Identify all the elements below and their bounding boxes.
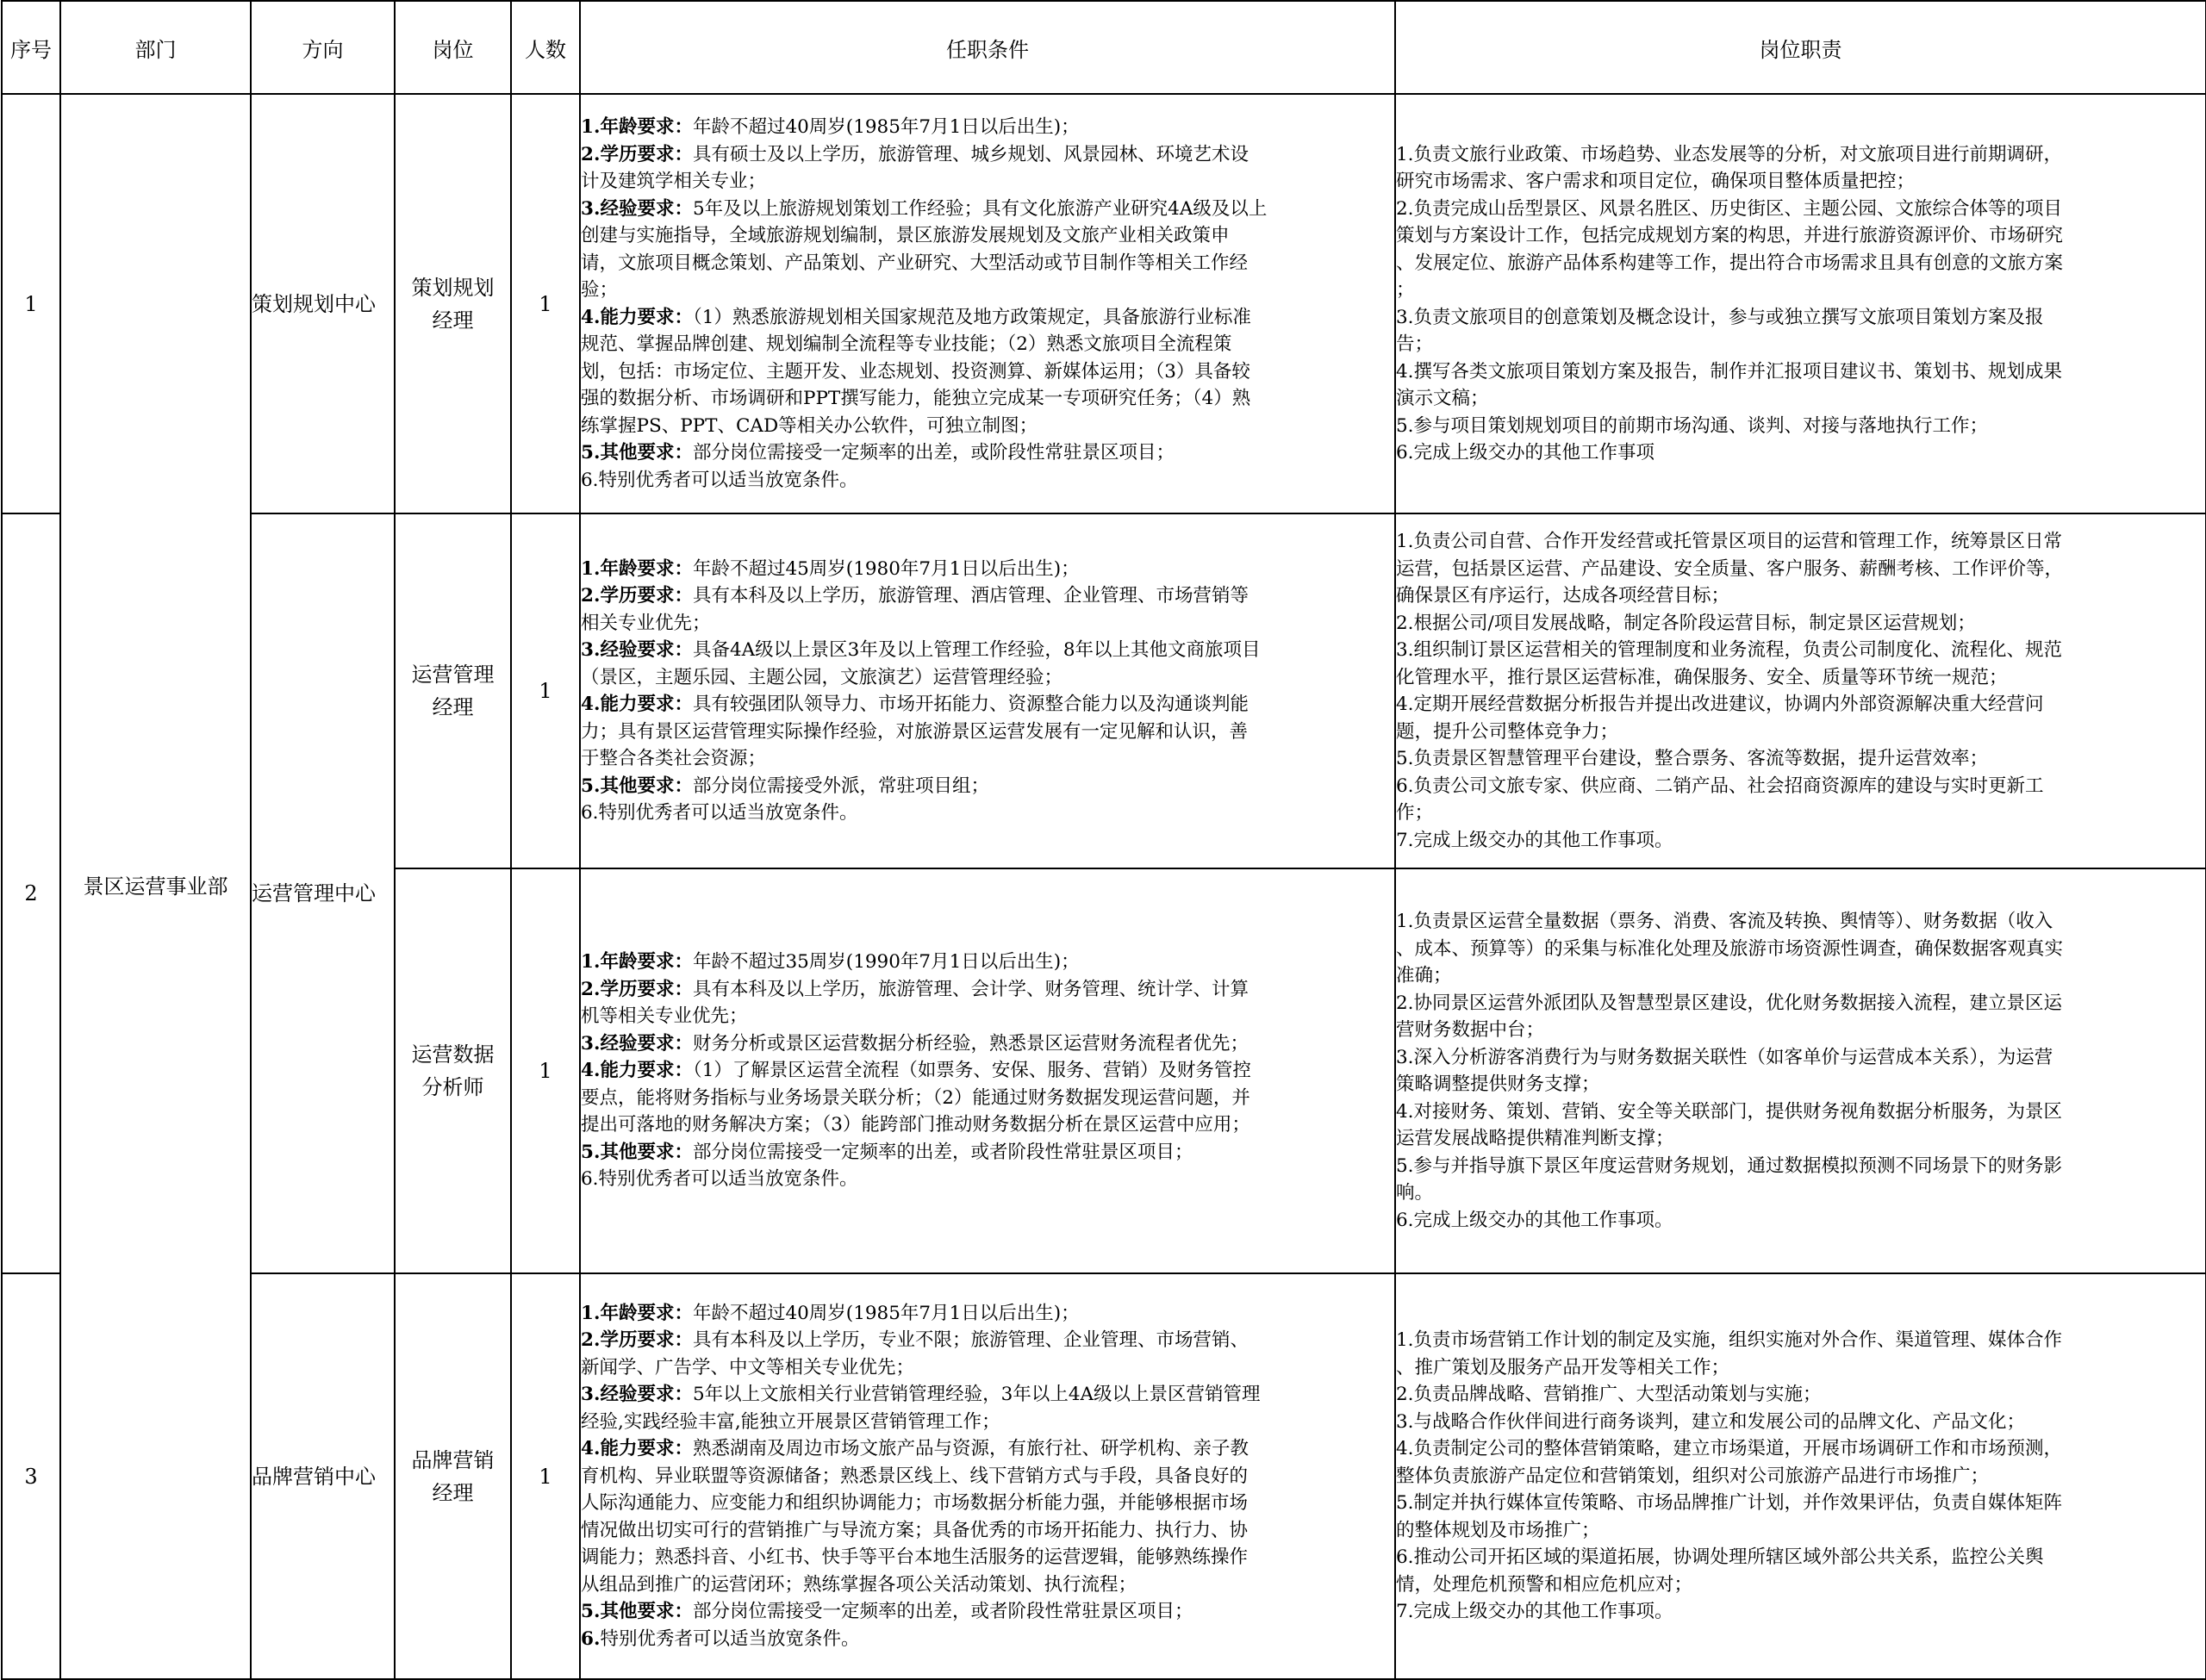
requirement-line bbox=[581, 610, 1394, 638]
requirement-label: 5.其他要求： bbox=[581, 1141, 693, 1163]
duty-line: 5.制定并执行媒体宣传策略、市场品牌推广计划，并作效果评估，负责自媒体矩阵 bbox=[1396, 1492, 2063, 1515]
requirement-line bbox=[581, 691, 1394, 719]
requirement-label: 2.学历要求： bbox=[581, 585, 693, 607]
table-row bbox=[2, 1273, 2206, 1679]
count-cell: 1 bbox=[511, 868, 580, 1273]
duty-line: 2.负责品牌战略、营销推广、大型活动策划与实施； bbox=[1396, 1384, 1822, 1406]
duty-line: 运营，包括景区运营、产品建设、安全质量、客户服务、薪酬考核、工作评价等， bbox=[1396, 557, 2064, 580]
duty-line: 3.负责文旅项目的创意策划及概念设计，参与或独立撰写文旅项目策划方案及报 bbox=[1396, 306, 2044, 328]
requirement-text: 年龄不超过35周岁(1990年7月1日以后出生)； bbox=[692, 951, 1080, 974]
duty-line: 、推广策划及服务产品开发等相关工作； bbox=[1396, 1356, 1730, 1378]
requirement-text: 年龄不超过40周岁(1985年7月1日以后出生)； bbox=[692, 116, 1080, 138]
requirement-line bbox=[581, 637, 1394, 664]
requirement-text: 新闻学、广告学、中文等相关专业优先； bbox=[581, 1356, 915, 1378]
duty-line: 整体负责旅游产品定位和营销策划，组织对公司旅游产品进行市场推广； bbox=[1396, 1465, 1990, 1487]
requirement-line bbox=[581, 582, 1394, 610]
requirements-cell bbox=[580, 868, 1395, 1273]
position-line: 经理 bbox=[432, 308, 474, 333]
requirement-label: 5.其他要求： bbox=[581, 775, 693, 797]
requirement-line bbox=[581, 250, 1394, 277]
requirement-text: 6.特别优秀者可以适当放宽条件。 bbox=[581, 469, 858, 491]
position-cell bbox=[395, 868, 511, 1273]
requirement-text: 部分岗位需接受一定频率的出差，或者阶段性常驻景区项目； bbox=[692, 1601, 1193, 1623]
duty-line: 2.协同景区运营外派团队及智慧型景区建设，优化财务数据接入流程，建立景区运 bbox=[1396, 992, 2063, 1014]
duty-line: 3.组织制订景区运营相关的管理制度和业务流程，负责公司制度化、流程化、规范 bbox=[1396, 639, 2063, 661]
table-row bbox=[2, 513, 2206, 868]
recruitment-table bbox=[1, 0, 2206, 1680]
requirement-label: 3.经验要求： bbox=[581, 639, 693, 661]
duty-line: 6.负责公司文旅专家、供应商、二销产品、社会招商资源库的建设与实时更新工 bbox=[1396, 775, 2044, 797]
seq-cell: 1 bbox=[2, 94, 60, 513]
table-row bbox=[2, 94, 2206, 513]
requirement-text: 5年以上文旅相关行业营销管理经验，3年以上4A级以上景区营销管理 bbox=[692, 1384, 1261, 1406]
count-cell: 1 bbox=[511, 94, 580, 513]
position-cell bbox=[395, 94, 511, 513]
duty-line: 、发展定位、旅游产品体系构建等工作，提出符合市场需求且具有创意的文旅方案 bbox=[1396, 252, 2064, 274]
requirement-label: 3.经验要求： bbox=[581, 197, 693, 220]
duty-line: 1.负责景区运营全量数据（票务、消费、客流及转换、舆情等）、财务数据（收入 bbox=[1396, 911, 2053, 932]
requirement-line bbox=[581, 304, 1394, 332]
requirement-text: 具有硕士及以上学历，旅游管理、城乡规划、风景园林、环境艺术设 bbox=[692, 143, 1249, 165]
position-line: 经理 bbox=[432, 1480, 474, 1505]
requirement-text: 于整合各类社会资源； bbox=[581, 748, 767, 769]
duty-line: 6.完成上级交办的其他工作事项 bbox=[1396, 442, 1655, 464]
requirement-line bbox=[581, 1327, 1394, 1354]
requirement-line bbox=[581, 1435, 1394, 1463]
requirement-line bbox=[581, 949, 1394, 976]
requirement-text: 要点，能将财务指标与业务场景关联分析；（2）能通过财务数据发现运营问题，并 bbox=[581, 1086, 1250, 1109]
duty-line: 7.完成上级交办的其他工作事项。 bbox=[1396, 829, 1673, 851]
duty-line: 1.负责市场营销工作计划的制定及实施，组织实施对外合作、渠道管理、媒体合作 bbox=[1396, 1329, 2063, 1352]
duty-line: 情，处理危机预警和相应危机应对； bbox=[1396, 1573, 1693, 1596]
requirement-line bbox=[581, 222, 1394, 250]
requirement-label: 5.其他要求： bbox=[581, 1601, 693, 1623]
header-count: 人数 bbox=[511, 1, 580, 94]
duty-line: 、成本、预算等）的采集与标准化处理及旅游市场资源性调查，确保数据客观真实 bbox=[1396, 937, 2064, 960]
requirement-text: 力；具有景区运营管理实际操作经验，对旅游景区运营发展有一定见解和认识，善 bbox=[581, 720, 1249, 743]
duty-line: 5.参与项目策划规划项目的前期市场沟通、谈判、对接与落地执行工作； bbox=[1396, 414, 1989, 437]
count-cell: 1 bbox=[511, 1273, 580, 1679]
requirement-text: 具有本科及以上学历，专业不限；旅游管理、企业管理、市场营销、 bbox=[692, 1329, 1249, 1352]
duty-line: 3.深入分析游客消费行为与财务数据关联性（如客单价与运营成本关系），为运营 bbox=[1396, 1046, 2053, 1068]
requirement-text: 从组品到推广的运营闭环；熟练掌握各项公关活动策划、执行流程； bbox=[581, 1573, 1137, 1596]
requirement-line bbox=[581, 168, 1394, 196]
seq-cell: 2 bbox=[2, 513, 60, 1273]
requirement-line bbox=[581, 1544, 1394, 1571]
requirement-text: 计及建筑学相关专业； bbox=[581, 171, 767, 192]
requirement-text: （1）了解景区运营全流程（如票务、安保、服务、营销）及财务管控 bbox=[692, 1060, 1251, 1082]
header-duties: 岗位职责 bbox=[1395, 1, 2206, 94]
requirement-text: 具有本科及以上学历，旅游管理、酒店管理、企业管理、市场营销等 bbox=[692, 585, 1249, 607]
requirement-line bbox=[581, 141, 1394, 169]
requirement-text: 经验,实践经验丰富,能独立开展景区营销管理工作； bbox=[581, 1410, 1000, 1433]
requirement-label: 1.年龄要求： bbox=[581, 1302, 693, 1324]
requirement-line bbox=[581, 556, 1394, 583]
requirement-line bbox=[581, 1463, 1394, 1490]
requirement-line bbox=[581, 745, 1394, 773]
duty-line: 策略调整提供财务支撑； bbox=[1396, 1073, 1600, 1095]
requirement-text: 提出可落地的财务解决方案；（3）能跨部门推动财务数据分析在景区运营中应用； bbox=[581, 1114, 1250, 1136]
duty-line: 演示文稿； bbox=[1396, 388, 1489, 409]
requirement-line bbox=[581, 1626, 1394, 1653]
requirement-line bbox=[581, 800, 1394, 827]
header-seq: 序号 bbox=[2, 1, 60, 94]
position-cell bbox=[395, 513, 511, 868]
duty-line: 研究市场需求、客户需求和项目定位，确保项目整体质量把控； bbox=[1396, 171, 1916, 192]
requirement-line bbox=[581, 1354, 1394, 1382]
requirement-line bbox=[581, 1409, 1394, 1436]
count-cell: 1 bbox=[511, 513, 580, 868]
duty-line: 6.推动公司开拓区域的渠道拓展，协调处理所辖区域外部公共关系，监控公关舆 bbox=[1396, 1546, 2044, 1569]
requirement-line bbox=[581, 1517, 1394, 1545]
requirement-text: 机等相关专业优先； bbox=[581, 1005, 748, 1028]
position-cell bbox=[395, 1273, 511, 1679]
duties-cell bbox=[1395, 1273, 2206, 1679]
duty-line: 告； bbox=[1396, 333, 1434, 355]
direction-cell: 策划规划中心 bbox=[251, 94, 395, 513]
requirement-line bbox=[581, 1030, 1394, 1058]
requirement-line bbox=[581, 114, 1394, 141]
duty-line: 运营发展战略提供精准判断支撑； bbox=[1396, 1128, 1674, 1149]
duty-line: 作； bbox=[1396, 802, 1434, 824]
requirement-text: 人际沟通能力、应变能力和组织协调能力；市场数据分析能力强，并能够根据市场 bbox=[581, 1492, 1249, 1515]
header-dept: 部门 bbox=[60, 1, 251, 94]
requirement-label: 4.能力要求： bbox=[581, 694, 693, 715]
requirement-text: 创建与实施指导，全域旅游规划编制，景区旅游发展规划及文旅产业相关政策申 bbox=[581, 225, 1230, 246]
requirement-text: 年龄不超过40周岁(1985年7月1日以后出生)； bbox=[692, 1302, 1080, 1324]
requirement-line bbox=[581, 1598, 1394, 1626]
requirements-cell bbox=[580, 1273, 1395, 1679]
requirement-text: 验； bbox=[581, 279, 619, 301]
department-cell: 景区运营事业部 bbox=[60, 94, 251, 1679]
requirement-text: 财务分析或景区运营数据分析经验，熟悉景区运营财务流程者优先； bbox=[692, 1032, 1249, 1055]
duty-line: 题，提升公司整体竞争力； bbox=[1396, 720, 1619, 743]
requirement-line bbox=[581, 773, 1394, 800]
requirement-text: 特别优秀者可以适当放宽条件。 bbox=[600, 1627, 860, 1650]
position-line: 经理 bbox=[432, 695, 474, 719]
requirement-label: 5.其他要求： bbox=[581, 442, 693, 464]
position-line: 品牌营销 bbox=[411, 1447, 495, 1472]
header-direction: 方向 bbox=[251, 1, 395, 94]
requirement-line bbox=[581, 439, 1394, 467]
duty-line: 4.对接财务、策划、营销、安全等关联部门，提供财务视角数据分析服务，为景区 bbox=[1396, 1100, 2063, 1123]
requirement-text: 部分岗位需接受外派，常驻项目组； bbox=[692, 775, 989, 797]
duty-line: 策划与方案设计工作，包括完成规划方案的构思，并进行旅游资源评价、市场研究 bbox=[1396, 225, 2064, 246]
requirement-label: 4.能力要求： bbox=[581, 1438, 693, 1460]
requirements-cell bbox=[580, 94, 1395, 513]
requirement-line bbox=[581, 331, 1394, 358]
requirement-line bbox=[581, 1003, 1394, 1030]
requirement-label: 4.能力要求： bbox=[581, 306, 693, 328]
direction-cell: 运营管理中心 bbox=[251, 513, 395, 1273]
requirement-text: 强的数据分析、市场调研和PPT撰写能力，能独立完成某一专项研究任务；（4）熟 bbox=[581, 388, 1251, 409]
requirement-label: 2.学历要求： bbox=[581, 1329, 693, 1352]
requirement-line bbox=[581, 1166, 1394, 1193]
requirement-line bbox=[581, 1571, 1394, 1599]
duty-line: 2.根据公司/项目发展战略，制定各阶段运营目标，制定景区运营规划； bbox=[1396, 612, 1976, 634]
requirement-text: 规范、掌握品牌创建、规划编制全流程等专业技能；（2）熟悉文旅项目全流程策 bbox=[581, 333, 1232, 355]
duties-cell bbox=[1395, 868, 2206, 1273]
requirement-text: 练掌握PS、PPT、CAD等相关办公软件，可独立制图； bbox=[581, 414, 1038, 437]
requirement-line bbox=[581, 1057, 1394, 1085]
duty-line: 3.与战略合作伙伴间进行商务谈判，建立和发展公司的品牌文化、产品文化； bbox=[1396, 1410, 2026, 1433]
requirement-label: 1.年龄要求： bbox=[581, 116, 693, 138]
duty-line: 2.负责完成山岳型景区、风景名胜区、历史街区、主题公园、文旅综合体等的项目 bbox=[1396, 197, 2063, 220]
requirement-line bbox=[581, 413, 1394, 440]
requirement-line bbox=[581, 719, 1394, 746]
requirement-label: 3.经验要求： bbox=[581, 1384, 693, 1406]
position-line: 策划规划 bbox=[411, 275, 495, 300]
requirement-line bbox=[581, 277, 1394, 304]
duty-line: 4.撰写各类文旅项目策划方案及报告，制作并汇报项目建议书、策划书、规划成果 bbox=[1396, 360, 2063, 383]
requirement-text: 请，文旅项目概念策划、产品策划、产业研究、大型活动或节目制作等相关工作经 bbox=[581, 252, 1249, 274]
duty-line: 7.完成上级交办的其他工作事项。 bbox=[1396, 1601, 1673, 1623]
duty-line: 1.负责文旅行业政策、市场趋势、业态发展等的分析，对文旅项目进行前期调研， bbox=[1396, 143, 2063, 165]
requirement-text: 具有本科及以上学历，旅游管理、会计学、财务管理、统计学、计算 bbox=[692, 978, 1249, 1000]
duties-cell bbox=[1395, 94, 2206, 513]
duty-line: 的整体规划及市场推广； bbox=[1396, 1519, 1600, 1541]
duty-line: 营财务数据中台； bbox=[1396, 1019, 1545, 1041]
requirement-text: 年龄不超过45周岁(1980年7月1日以后出生)； bbox=[692, 557, 1080, 580]
requirement-text: 相关专业优先； bbox=[581, 612, 711, 634]
requirement-text: 具备4A级以上景区3年及以上管理工作经验，8年以上其他文商旅项目 bbox=[692, 639, 1261, 661]
requirement-text: 调能力；熟悉抖音、小红书、快手等平台本地生活服务的运营逻辑，能够熟练操作 bbox=[581, 1546, 1249, 1569]
requirement-text: 育机构、异业联盟等资源储备；熟悉景区线上、线下营销方式与手段，具备良好的 bbox=[581, 1465, 1249, 1487]
requirement-line bbox=[581, 976, 1394, 1004]
requirement-label: 4.能力要求： bbox=[581, 1060, 693, 1082]
requirement-label: 3.经验要求： bbox=[581, 1032, 693, 1055]
requirement-line bbox=[581, 1085, 1394, 1112]
seq-cell: 3 bbox=[2, 1273, 60, 1679]
requirement-line bbox=[581, 196, 1394, 223]
duty-line: 响。 bbox=[1396, 1182, 1434, 1204]
requirement-line bbox=[581, 1111, 1394, 1139]
requirement-text: 6.特别优秀者可以适当放宽条件。 bbox=[581, 1168, 858, 1191]
requirement-line bbox=[581, 1139, 1394, 1167]
requirement-line bbox=[581, 1490, 1394, 1517]
requirement-text: （景区，主题乐园、主题公园，文旅演艺）运营管理经验； bbox=[581, 666, 1063, 688]
duty-line: 确保景区有序运行，达成各项经营目标； bbox=[1396, 585, 1730, 607]
position-line: 运营数据 bbox=[411, 1042, 495, 1067]
requirement-label: 6. bbox=[581, 1627, 601, 1650]
duty-line: 4.负责制定公司的整体营销策略，建立市场渠道，开展市场调研工作和市场预测， bbox=[1396, 1438, 2063, 1460]
duty-line: ； bbox=[1396, 279, 1415, 301]
requirement-line bbox=[581, 1300, 1394, 1328]
requirement-text: 具有较强团队领导力、市场开拓能力、资源整合能力以及沟通谈判能 bbox=[692, 694, 1249, 715]
duty-line: 准确； bbox=[1396, 965, 1452, 986]
requirement-line bbox=[581, 664, 1394, 692]
duty-line: 5.负责景区智慧管理平台建设，整合票务、客流等数据，提升运营效率； bbox=[1396, 748, 1989, 769]
duties-cell bbox=[1395, 513, 2206, 868]
requirement-text: 熟悉湖南及周边市场文旅产品与资源，有旅行社、研学机构、亲子教 bbox=[692, 1438, 1249, 1460]
requirement-line bbox=[581, 1381, 1394, 1409]
requirement-label: 2.学历要求： bbox=[581, 978, 693, 1000]
requirement-text: 划，包括：市场定位、主题开发、业态规划、投资测算、新媒体运用；（3）具备较 bbox=[581, 360, 1250, 383]
duty-line: 6.完成上级交办的其他工作事项。 bbox=[1396, 1209, 1673, 1231]
duty-line: 1.负责公司自营、合作开发经营或托管景区项目的运营和管理工作，统筹景区日常 bbox=[1396, 531, 2063, 552]
requirement-text: 情况做出切实可行的营销推广与导流方案；具备优秀的市场开拓能力、执行力、协 bbox=[581, 1519, 1249, 1541]
requirement-label: 1.年龄要求： bbox=[581, 951, 693, 974]
requirement-label: 1.年龄要求： bbox=[581, 557, 693, 580]
duty-line: 5.参与并指导旗下景区年度运营财务规划，通过数据模拟预测不同场景下的财务影 bbox=[1396, 1154, 2063, 1177]
requirement-text: 部分岗位需接受一定频率的出差，或阶段性常驻景区项目； bbox=[692, 442, 1175, 464]
duty-line: 4.定期开展经营数据分析报告并提出改进建议，协调内外部资源解决重大经营问 bbox=[1396, 694, 2044, 715]
requirement-text: 部分岗位需接受一定频率的出差，或者阶段性常驻景区项目； bbox=[692, 1141, 1193, 1163]
duty-line: 化管理水平，推行景区运营标准，确保服务、安全、质量等环节统一规范； bbox=[1396, 666, 2008, 688]
requirement-line bbox=[581, 385, 1394, 413]
requirement-text: （1）熟悉旅游规划相关国家规范及地方政策规定，具备旅游行业标准 bbox=[692, 306, 1251, 328]
requirement-line bbox=[581, 467, 1394, 495]
requirement-line bbox=[581, 358, 1394, 386]
header-row bbox=[2, 1, 2206, 94]
requirement-label: 2.学历要求： bbox=[581, 143, 693, 165]
position-line: 运营管理 bbox=[411, 663, 495, 687]
requirements-cell bbox=[580, 513, 1395, 868]
requirement-text: 6.特别优秀者可以适当放宽条件。 bbox=[581, 802, 858, 824]
requirement-text: 5年及以上旅游规划策划工作经验；具有文化旅游产业研究4A级及以上 bbox=[692, 197, 1268, 220]
header-position: 岗位 bbox=[395, 1, 511, 94]
header-requirements: 任职条件 bbox=[580, 1, 1395, 94]
position-line: 分析师 bbox=[421, 1075, 484, 1099]
direction-cell: 品牌营销中心 bbox=[251, 1273, 395, 1679]
